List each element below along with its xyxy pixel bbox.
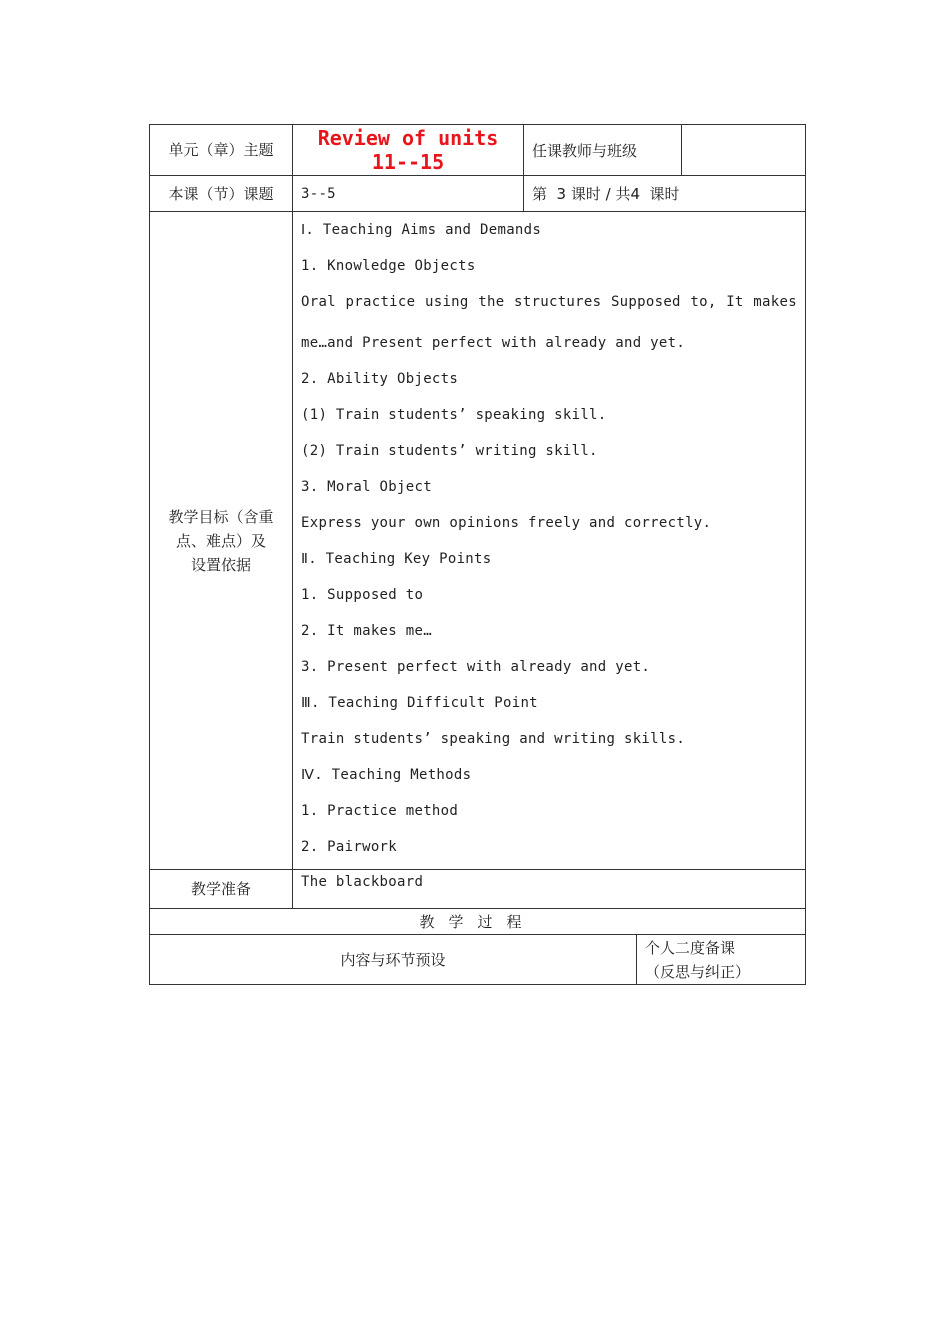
- objective-line: 2. Ability Objects: [301, 371, 459, 387]
- objective-line: Ⅲ. Teaching Difficult Point: [301, 695, 538, 711]
- objective-line: (2) Train students’ writing skill.: [301, 443, 598, 459]
- objective-line: Train students’ speaking and writing skills.: [301, 731, 686, 747]
- lesson-plan-table: [149, 124, 806, 985]
- objectives-row: [150, 212, 806, 870]
- objective-line: 2. It makes me…: [301, 623, 432, 639]
- objective-word: using: [424, 294, 469, 310]
- objective-line: Ⅳ. Teaching Methods: [301, 767, 472, 783]
- objective-line: 1. Knowledge Objects: [301, 258, 476, 274]
- objective-word: structures: [514, 294, 602, 310]
- objective-line: Express your own opinions freely and correctly.: [301, 515, 712, 531]
- objective-line: Ⅰ. Teaching Aims and Demands: [301, 222, 542, 238]
- teacher-label: 任课教师与班级: [524, 125, 682, 176]
- lesson-label: 本课（节）课题: [150, 176, 293, 212]
- notes-label-line2: （反思与纠正）: [645, 962, 751, 981]
- objective-word: Oral: [301, 294, 336, 310]
- lesson-value: 3--5: [293, 176, 524, 212]
- objective-line: Ⅱ. Teaching Key Points: [301, 551, 492, 567]
- unit-label: 单元（章）主题: [150, 125, 293, 176]
- unit-title: [293, 125, 524, 176]
- unit-title-line1: Review of units: [317, 126, 499, 150]
- objective-word: It: [726, 294, 744, 310]
- preparation-value: The blackboard: [293, 870, 806, 909]
- objective-word: to,: [690, 294, 717, 310]
- objective-line: me…and Present perfect with already and yet.: [301, 335, 686, 351]
- objectives-label-line3: 设置依据: [190, 555, 251, 574]
- unit-row: [150, 125, 806, 176]
- objective-word: the: [478, 294, 505, 310]
- objectives-content: [293, 212, 806, 870]
- process-heading-row: [150, 909, 806, 935]
- teacher-value: [682, 125, 806, 176]
- objective-line: 3. Present perfect with already and yet.: [301, 659, 651, 675]
- lesson-plan-sheet: [149, 124, 805, 985]
- preparation-label: 教学准备: [150, 870, 293, 909]
- objectives-label-line2: 点、难点）及: [175, 531, 266, 550]
- objective-line: 2. Pairwork: [301, 839, 398, 855]
- period-text: 第 3 课时 / 共4 课时: [524, 176, 806, 212]
- objectives-label-line1: 教学目标（含重: [168, 507, 274, 526]
- objective-word: makes: [753, 294, 797, 310]
- objective-line: (1) Train students’ speaking skill.: [301, 407, 607, 423]
- unit-title-line2: 11--15: [371, 150, 445, 174]
- notes-label: [637, 935, 806, 985]
- preparation-row: [150, 870, 806, 909]
- process-columns-row: [150, 935, 806, 985]
- objective-word: Supposed: [610, 294, 681, 310]
- notes-label-line1: 个人二度备课: [645, 938, 736, 957]
- objective-line: 1. Supposed to: [301, 587, 424, 603]
- objective-line: 3. Moral Object: [301, 479, 432, 495]
- objective-line: 1. Practice method: [301, 803, 459, 819]
- objective-word: practice: [345, 294, 416, 310]
- objective-line-justified: [301, 288, 797, 329]
- objectives-label: [150, 212, 293, 870]
- lesson-row: [150, 176, 806, 212]
- content-label: 内容与环节预设: [150, 935, 637, 985]
- process-heading: 教学过程: [150, 909, 806, 935]
